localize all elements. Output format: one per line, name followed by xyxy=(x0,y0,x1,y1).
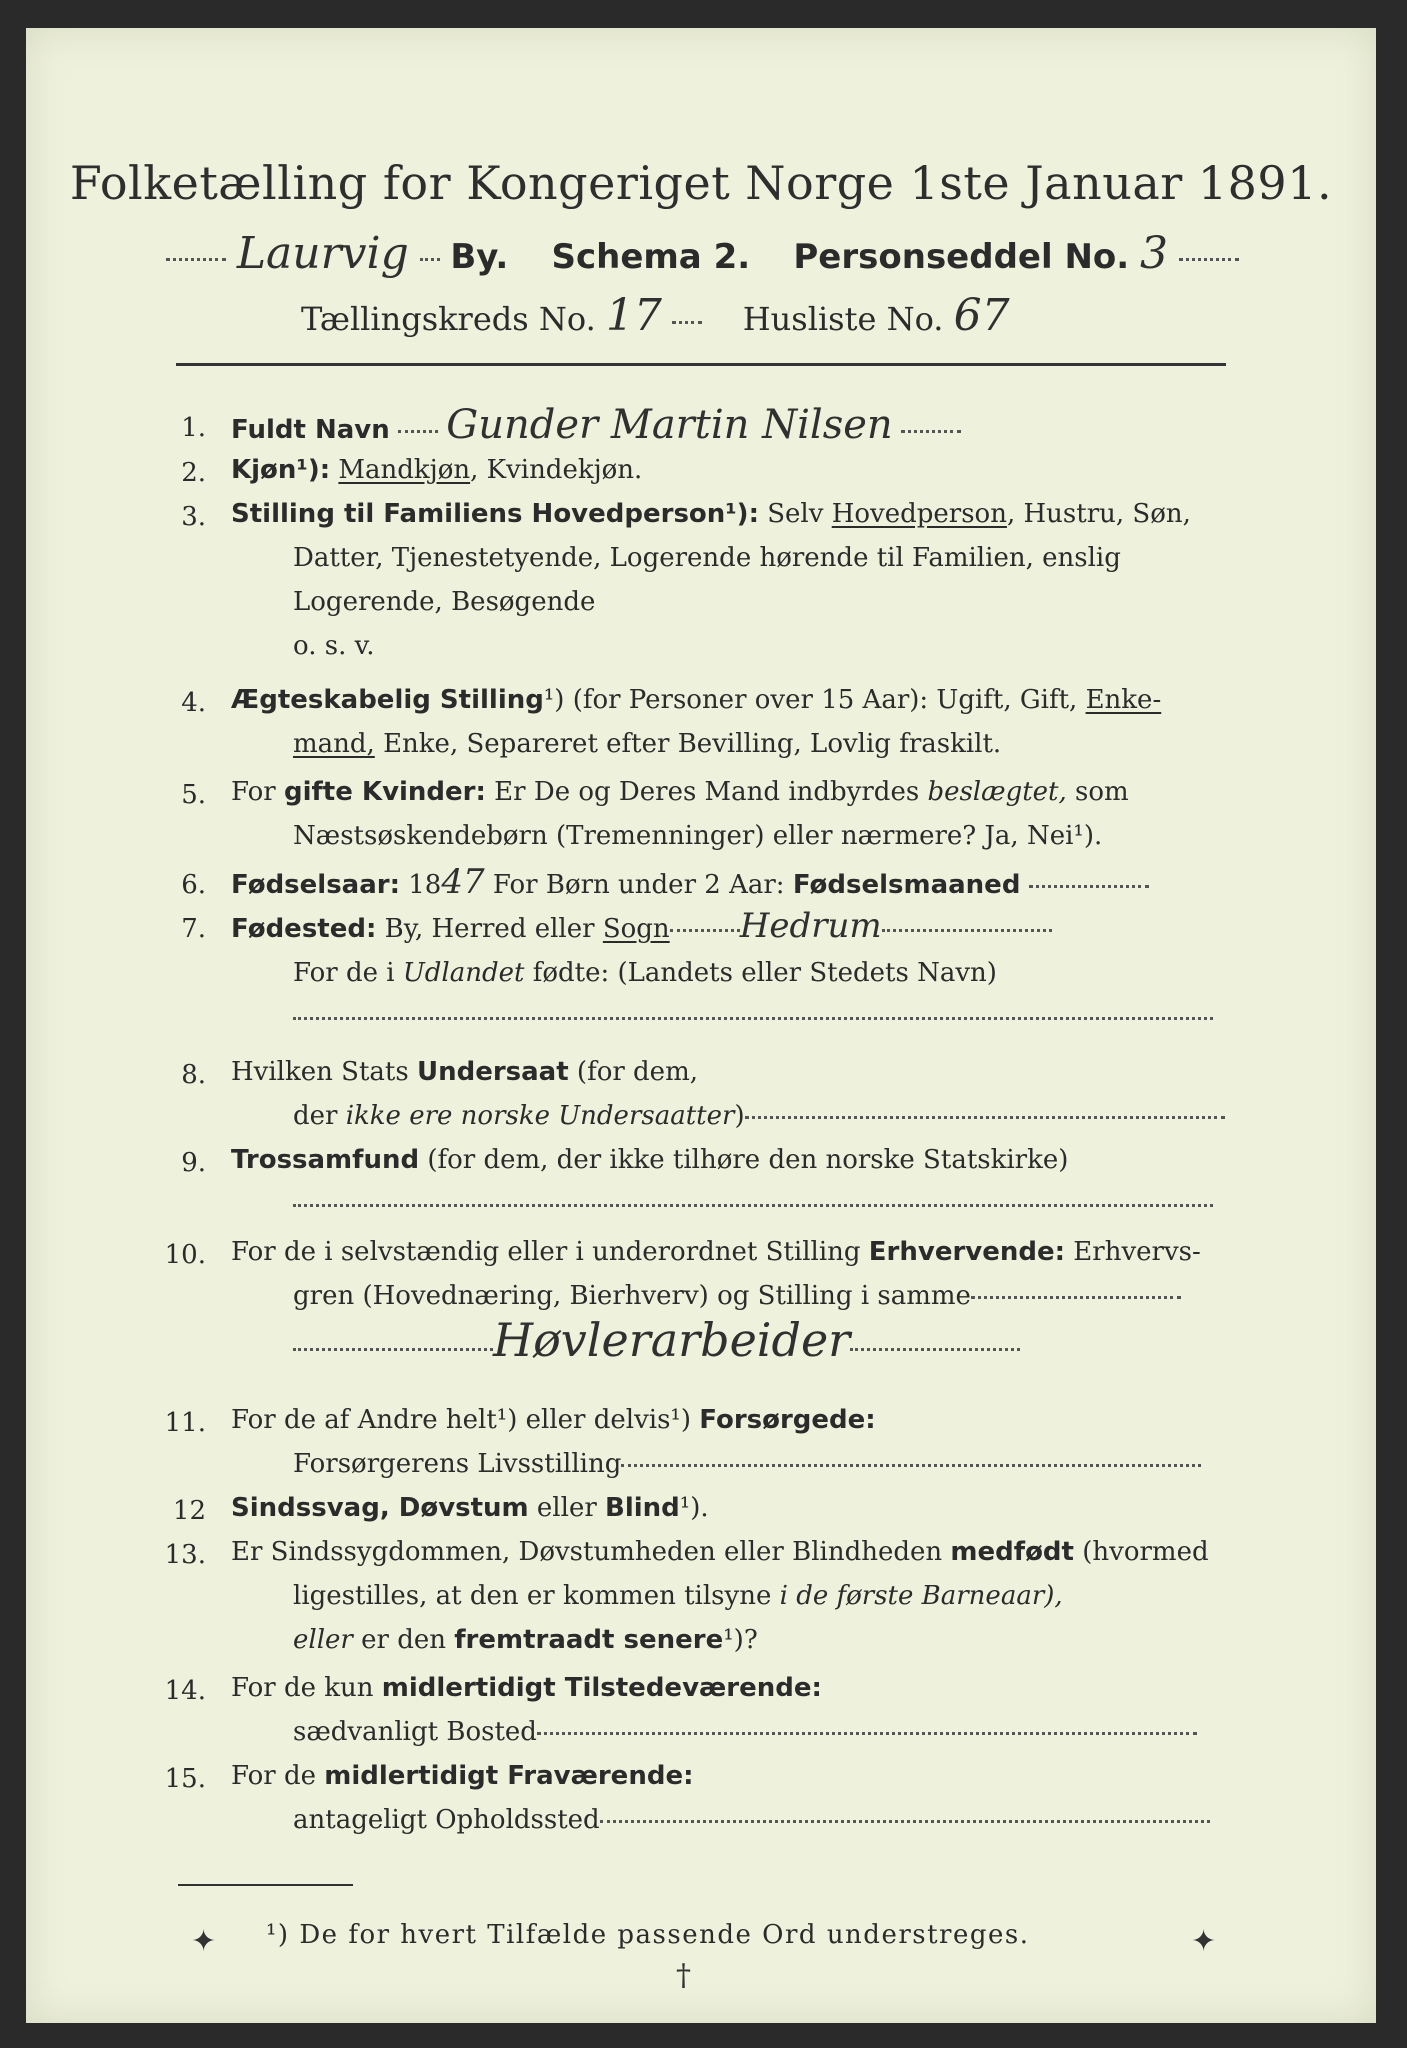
item-full-name xyxy=(231,403,1231,452)
item-label: Fødselsaar: xyxy=(231,870,400,900)
birthplace-selected-underlined: Sogn xyxy=(602,914,670,944)
item-label: Stilling til Familiens Hovedperson¹): xyxy=(231,499,759,529)
item-sex xyxy=(231,448,642,492)
item-label: Sindssvag, Døvstum xyxy=(231,1493,529,1523)
occupation-handwritten: Høvlerarbeider xyxy=(493,1313,851,1367)
item-text: For xyxy=(231,777,284,807)
item-text: Enke, Separeret efter Bevilling, Lovlig fraskilt. xyxy=(374,729,1002,759)
item-text: Er Sindssygdommen, Døvstumheden eller Blindheden xyxy=(231,1537,951,1567)
full-name-handwritten: Gunder Martin Nilsen xyxy=(446,402,893,448)
item-text: sædvanligt Bosted xyxy=(293,1717,537,1747)
item-birthplace xyxy=(231,904,1231,1039)
item-label: Undersaat xyxy=(416,1057,569,1087)
husliste-number-handwritten: 67 xyxy=(953,290,1010,341)
registration-mark-icon: ✦ xyxy=(1191,1924,1217,1959)
item-text: (for dem, der ikke tilhøre den norske Statskirke) xyxy=(419,1145,1069,1175)
item-text: eller xyxy=(293,1625,353,1655)
item-label: Kjøn¹): xyxy=(231,455,331,485)
header-divider xyxy=(176,363,1226,366)
item-text: Erhvervs- xyxy=(1065,1237,1201,1267)
item-text: For Børn under 2 Aar: xyxy=(484,870,793,900)
item-number: 9. xyxy=(181,1148,206,1178)
item-disability xyxy=(231,1486,709,1530)
schema-label: Schema 2. xyxy=(551,237,751,277)
item-label: Erhvervende: xyxy=(868,1237,1066,1267)
item-religion xyxy=(231,1138,1231,1226)
personseddel-label: Personseddel No. xyxy=(793,237,1130,277)
item-text: (for dem, xyxy=(568,1057,698,1087)
item-text: ¹) (for Personer over 15 Aar): Ugift, Gift, xyxy=(543,685,1086,715)
item-number: 3. xyxy=(181,502,206,532)
item-temporarily-present xyxy=(231,1666,1231,1754)
birth-year-handwritten: 47 xyxy=(441,862,485,902)
item-number: 14. xyxy=(164,1676,206,1706)
birthplace-handwritten: Hedrum xyxy=(739,906,882,946)
item-family-position xyxy=(231,492,1231,668)
item-label: midlertidigt Fraværende: xyxy=(324,1761,694,1791)
item-text: , Hustru, Søn, xyxy=(1006,499,1191,529)
sex-selected-underlined: Mandkjøn xyxy=(338,455,471,485)
item-number: 4. xyxy=(181,688,206,718)
item-number: 11. xyxy=(164,1408,206,1438)
item-text: antageligt Opholdssted xyxy=(293,1805,600,1835)
item-label: midlertidigt Tilstedeværende: xyxy=(381,1673,822,1703)
item-text: 18 xyxy=(400,870,442,900)
item-temporarily-absent xyxy=(231,1754,1231,1842)
item-text: For de kun xyxy=(231,1673,382,1703)
by-label: By. xyxy=(450,237,509,277)
item-text: (hvormed xyxy=(1073,1537,1209,1567)
item-text: ¹)? xyxy=(723,1625,758,1655)
marital-selected-underlined: mand, xyxy=(293,729,375,759)
item-number: 12 xyxy=(172,1496,206,1526)
item-text: , Kvindekjøn. xyxy=(470,455,643,485)
item-text: Logerende, Besøgende xyxy=(293,587,596,617)
item-label: Forsørgede: xyxy=(699,1405,876,1435)
footnote: ¹) De for hvert Tilfælde passende Ord understreges. xyxy=(266,1920,1030,1950)
item-number: 1. xyxy=(181,413,206,443)
item-text: Selv xyxy=(758,499,832,529)
footnote-divider xyxy=(178,1884,353,1886)
item-supported xyxy=(231,1398,1231,1486)
item-label: Ægteskabelig Stilling xyxy=(231,685,544,715)
item-text: fødte: (Landets eller Stedets Navn) xyxy=(524,958,997,988)
city-handwritten: Laurvig xyxy=(236,228,409,279)
item-number: 8. xyxy=(181,1060,206,1090)
item-label: Blind xyxy=(605,1493,680,1523)
item-text: i de første Barneaar), xyxy=(779,1581,1063,1611)
census-form-sheet xyxy=(26,28,1376,2023)
item-number: 13. xyxy=(164,1540,206,1570)
header-kreds-row xyxy=(301,290,1010,341)
item-number: 15. xyxy=(164,1764,206,1794)
header-city-row xyxy=(166,228,1239,279)
item-text: For de af Andre helt¹) eller delvis¹) xyxy=(231,1405,700,1435)
item-label: Fuldt Navn xyxy=(231,415,390,445)
item-text: Er De og Deres Mand indbyrdes xyxy=(485,777,928,807)
item-number: 10. xyxy=(164,1240,206,1270)
item-label: Fødested: xyxy=(231,914,377,944)
item-text: Forsørgerens Livsstilling xyxy=(293,1449,622,1479)
item-text: der xyxy=(293,1101,346,1131)
item-text: ) xyxy=(734,1101,745,1131)
item-text: ligestilles, at den er kommen tilsyne xyxy=(293,1581,780,1611)
item-text: beslægtet, xyxy=(927,777,1067,807)
marital-selected-underlined: Enke- xyxy=(1085,685,1162,715)
item-text: For de i selvstændig eller i underordnet Stilling xyxy=(231,1237,869,1267)
registration-mark-icon: † xyxy=(676,1958,691,1993)
item-text: For de i xyxy=(293,958,403,988)
item-label: medfødt xyxy=(950,1537,1074,1567)
item-label: Fødselsmaaned xyxy=(792,870,1021,900)
kreds-number-handwritten: 17 xyxy=(605,290,662,341)
item-text: gren (Hovednæring, Bierhverv) og Stilling i samme xyxy=(293,1281,971,1311)
item-label: gifte Kvinder: xyxy=(283,777,486,807)
item-text: ikke ere norske Undersaatter xyxy=(345,1101,735,1131)
husliste-label: Husliste No. xyxy=(742,300,944,338)
item-citizenship xyxy=(231,1050,1231,1138)
registration-mark-icon: ✦ xyxy=(191,1924,217,1959)
item-text: Næstsøskendebørn (Tremenninger) eller nærmere? Ja, Nei¹). xyxy=(293,821,1103,851)
item-text: ¹). xyxy=(679,1493,709,1523)
item-text: eller xyxy=(528,1493,606,1523)
item-marital-status xyxy=(231,678,1231,766)
item-number: 5. xyxy=(181,780,206,810)
item-text: er den xyxy=(352,1625,455,1655)
item-number: 6. xyxy=(181,870,206,900)
item-text: som xyxy=(1066,777,1129,807)
item-married-women xyxy=(231,770,1231,858)
item-label: fremtraadt senere xyxy=(454,1625,724,1655)
kreds-label: Tællingskreds No. xyxy=(301,300,596,338)
item-number: 2. xyxy=(181,458,206,488)
item-text: Udlandet xyxy=(402,958,525,988)
item-label: Trossamfund xyxy=(231,1145,420,1175)
item-birth-year xyxy=(231,860,1231,907)
item-text: o. s. v. xyxy=(293,631,375,661)
item-text: For de xyxy=(231,1761,325,1791)
personseddel-number-handwritten: 3 xyxy=(1140,228,1169,279)
position-selected-underlined: Hovedperson xyxy=(831,499,1007,529)
item-text: By, Herred eller xyxy=(376,914,603,944)
item-text: Datter, Tjenestetyende, Logerende hørende til Familien, enslig xyxy=(293,543,1121,573)
item-congenital xyxy=(231,1530,1231,1662)
item-number: 7. xyxy=(181,914,206,944)
form-title: Folketælling for Kongeriget Norge 1ste Januar 1891. xyxy=(69,156,1333,210)
item-occupation xyxy=(231,1230,1231,1388)
item-text: Hvilken Stats xyxy=(231,1057,417,1087)
